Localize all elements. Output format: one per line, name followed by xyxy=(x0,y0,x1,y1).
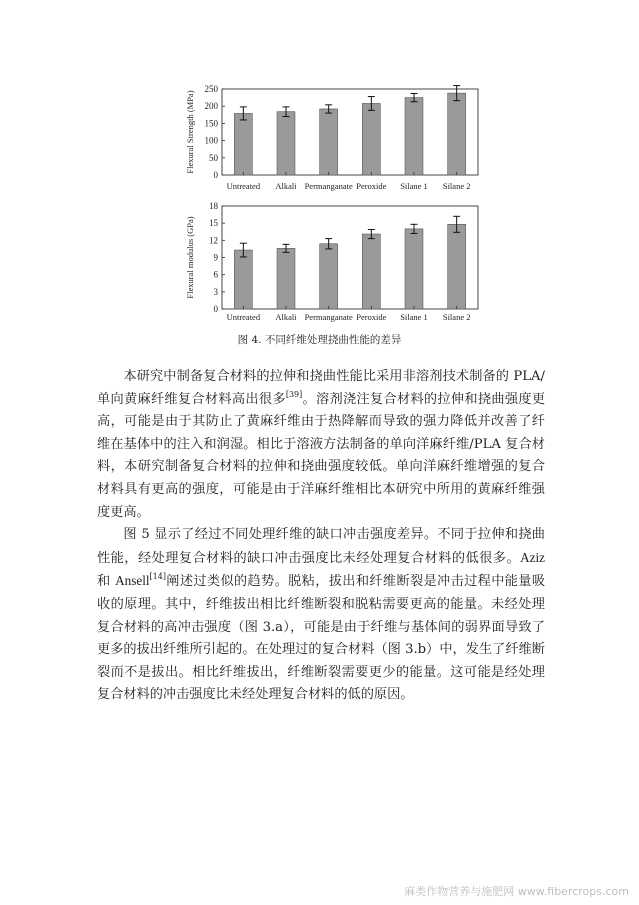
figure-caption: 图 4. 不同纤维处理挠曲性能的差异 xyxy=(237,334,402,346)
author-aziz: Aziz xyxy=(520,549,545,565)
body-text xyxy=(97,366,545,707)
paragraph-1 xyxy=(97,366,545,524)
citation-39: [39] xyxy=(285,389,303,399)
y-tick-label: 18 xyxy=(209,201,218,211)
x-tick-label: Silane 1 xyxy=(400,312,428,322)
bar xyxy=(234,113,252,175)
y-axis-label: Flexural Strength (MPa) xyxy=(185,90,195,174)
bar xyxy=(320,109,338,175)
bar xyxy=(277,248,295,309)
y-tick-label: 0 xyxy=(213,170,218,180)
flexural-strength-chart xyxy=(185,84,478,191)
y-tick-label: 150 xyxy=(204,118,218,129)
y-tick-label: 50 xyxy=(209,152,218,163)
watermark: 麻类作物营养与施肥网 www.fibercrops.com xyxy=(404,885,629,898)
bar xyxy=(234,250,252,309)
author-ansell: Ansell xyxy=(115,573,150,589)
bar xyxy=(405,229,423,309)
p2-and: 和 xyxy=(97,574,116,590)
bar xyxy=(448,224,466,309)
x-tick-label: Silane 1 xyxy=(400,181,428,191)
plot-frame xyxy=(222,206,478,309)
p1-text-a: 本研究中制备复合材料的拉伸和挠曲性能比采用非溶剂技术制备的 PLA/单向黄麻纤维复合材料高出很多 xyxy=(97,369,545,407)
bar xyxy=(277,112,295,175)
x-tick-label: Peroxide xyxy=(356,181,387,191)
y-tick-label: 200 xyxy=(204,101,218,112)
x-tick-label: Permanganate xyxy=(304,312,353,322)
y-axis-label: Flexural modulus (GPa) xyxy=(185,216,195,299)
bar xyxy=(405,98,423,175)
x-tick-label: Untreated xyxy=(226,181,261,191)
y-tick-label: 15 xyxy=(209,218,218,229)
flexural-modulus-chart xyxy=(185,201,478,322)
bar xyxy=(448,93,466,175)
y-tick-label: 0 xyxy=(213,304,218,314)
paragraph-2 xyxy=(97,524,545,707)
y-tick-label: 12 xyxy=(209,235,218,246)
p1-text-b: 。溶剂浇注复合材料的拉伸和挠曲强度更高，可能是由于其防止了黄麻纤维由于热降解而导致的强力降低并改善了纤维在基体中的注入和润湿。相比于溶液方法制备的单向洋麻纤维/PLA 复合材料，本研究制备复合材料的拉伸和挠曲强度较低。单向洋麻纤维增强的复合材料具有更高的强度，可能是由于洋麻纤维相比本研究中所用的黄麻纤维强度更高。 xyxy=(97,391,546,520)
x-tick-label: Permanganate xyxy=(304,181,353,191)
y-tick-label: 6 xyxy=(213,269,218,280)
x-tick-label: Peroxide xyxy=(356,312,387,322)
plot-frame xyxy=(222,89,478,175)
bar xyxy=(362,234,380,309)
p2-text-a: 图 5 显示了经过不同处理纤维的缺口冲击强度差异。不同于拉伸和挠曲性能，经处理复合材料的缺口冲击强度比未经处理复合材料的低很多。 xyxy=(97,527,545,566)
citation-14: [14] xyxy=(149,572,166,582)
bar xyxy=(362,103,380,175)
x-tick-label: Silane 2 xyxy=(442,312,471,322)
y-tick-label: 250 xyxy=(204,84,218,94)
x-tick-label: Alkali xyxy=(275,181,297,191)
x-tick-label: Untreated xyxy=(226,312,261,322)
y-tick-label: 9 xyxy=(213,252,218,263)
x-tick-label: Silane 2 xyxy=(442,181,471,191)
y-tick-label: 3 xyxy=(213,286,218,297)
figure-4-charts xyxy=(0,0,639,335)
p2-text-b: 阐述过类似的趋势。脱粘，拔出和纤维断裂是冲击过程中能量吸收的原理。其中，纤维拔出相比纤维断裂和脱粘需要更高的能量。未经处理复合材料的高冲击强度（图 3.a），可能是由于纤维与基体间的弱界面导致了更多的拔出纤维所引起的。在处理过的复合材料（图 3.b）中，发生了纤维断裂而不是拔出。相比纤维拔出，纤维断裂需要更少的能量。这可能是经处理复合材料的冲击强度比未经处理复合材料的低的原因。 xyxy=(97,574,546,703)
x-tick-label: Alkali xyxy=(275,312,297,322)
bar xyxy=(320,244,338,309)
y-tick-label: 100 xyxy=(204,135,218,146)
